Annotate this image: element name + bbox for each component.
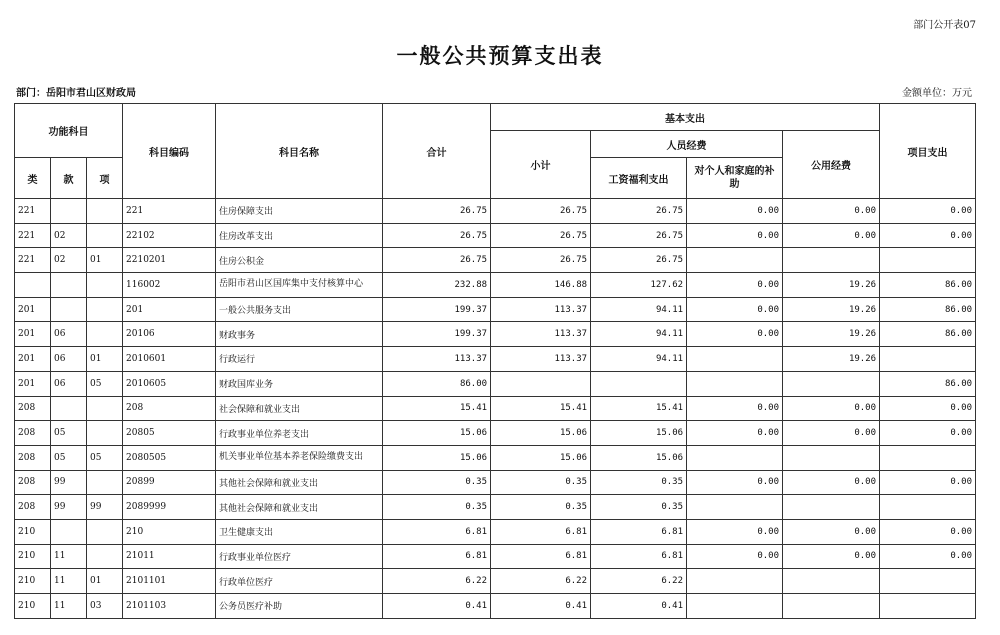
cell-public: 0.00 [783, 544, 880, 569]
cell-wages: 15.41 [591, 396, 687, 421]
cell-kuan [51, 199, 87, 224]
cell-code: 20805 [123, 421, 216, 446]
cell-xiang [87, 421, 123, 446]
cell-name: 财政国库业务 [216, 371, 383, 396]
cell-xiang [87, 544, 123, 569]
cell-xiang [87, 470, 123, 495]
table-row [15, 495, 976, 520]
cell-project [880, 248, 976, 273]
cell-lei: 210 [15, 569, 51, 594]
cell-wages: 127.62 [591, 273, 687, 298]
cell-code: 208 [123, 396, 216, 421]
cell-project [880, 347, 976, 372]
cell-lei: 210 [15, 594, 51, 619]
cell-subtotal: 0.35 [491, 470, 591, 495]
cell-code: 2210201 [123, 248, 216, 273]
cell-code: 20106 [123, 322, 216, 347]
table-row [15, 322, 976, 347]
cell-lei: 208 [15, 495, 51, 520]
cell-total: 15.06 [383, 421, 491, 446]
cell-wages: 6.22 [591, 569, 687, 594]
cell-project: 86.00 [880, 297, 976, 322]
cell-total: 232.88 [383, 273, 491, 298]
cell-code: 2010601 [123, 347, 216, 372]
cell-kuan: 02 [51, 248, 87, 273]
xiang-header: 项 [87, 158, 123, 199]
cell-individual [687, 594, 783, 619]
cell-lei [15, 273, 51, 298]
cell-project: 0.00 [880, 519, 976, 544]
cell-public: 0.00 [783, 519, 880, 544]
cell-name: 社会保障和就业支出 [216, 396, 383, 421]
cell-lei: 201 [15, 297, 51, 322]
cell-subtotal: 15.06 [491, 445, 591, 470]
cell-subtotal [491, 371, 591, 396]
cell-public: 0.00 [783, 199, 880, 224]
cell-individual [687, 495, 783, 520]
cell-code: 2101103 [123, 594, 216, 619]
cell-xiang: 01 [87, 347, 123, 372]
table-row [15, 347, 976, 372]
cell-total: 86.00 [383, 371, 491, 396]
cell-wages: 6.81 [591, 544, 687, 569]
table-row [15, 396, 976, 421]
cell-kuan: 06 [51, 371, 87, 396]
table-row [15, 569, 976, 594]
public-header: 公用经费 [783, 131, 880, 199]
cell-subtotal: 26.75 [491, 199, 591, 224]
table-row [15, 223, 976, 248]
cell-public: 19.26 [783, 297, 880, 322]
cell-subtotal: 113.37 [491, 322, 591, 347]
cell-total: 26.75 [383, 223, 491, 248]
cell-public [783, 495, 880, 520]
cell-name: 一般公共服务支出 [216, 297, 383, 322]
cell-project [880, 495, 976, 520]
cell-total: 199.37 [383, 322, 491, 347]
kuan-header: 款 [51, 158, 87, 199]
cell-total: 26.75 [383, 199, 491, 224]
cell-kuan: 05 [51, 421, 87, 446]
cell-project: 0.00 [880, 199, 976, 224]
table-row [15, 470, 976, 495]
cell-total: 0.35 [383, 495, 491, 520]
cell-wages: 15.06 [591, 445, 687, 470]
cell-name: 公务员医疗补助 [216, 594, 383, 619]
code-header: 科目编码 [123, 104, 216, 199]
cell-kuan: 06 [51, 322, 87, 347]
cell-code: 2089999 [123, 495, 216, 520]
cell-individual: 0.00 [687, 544, 783, 569]
form-number: 部门公开表07 [913, 20, 976, 31]
cell-name: 行政运行 [216, 347, 383, 372]
cell-individual: 0.00 [687, 273, 783, 298]
cell-project [880, 569, 976, 594]
cell-total: 113.37 [383, 347, 491, 372]
cell-subtotal: 6.22 [491, 569, 591, 594]
cell-project [880, 445, 976, 470]
cell-project: 86.00 [880, 371, 976, 396]
cell-public: 19.26 [783, 273, 880, 298]
cell-kuan [51, 273, 87, 298]
unit-label: 金额单位：万元 [902, 88, 972, 99]
cell-name: 岳阳市君山区国库集中支付核算中心 [216, 273, 383, 298]
basic-header: 基本支出 [491, 104, 880, 131]
cell-lei: 221 [15, 223, 51, 248]
cell-project [880, 594, 976, 619]
table-row [15, 248, 976, 273]
func-subject-header: 功能科目 [15, 104, 123, 158]
cell-subtotal: 26.75 [491, 248, 591, 273]
cell-name: 财政事务 [216, 322, 383, 347]
cell-total: 0.35 [383, 470, 491, 495]
table-row [15, 445, 976, 470]
cell-total: 26.75 [383, 248, 491, 273]
cell-code: 2101101 [123, 569, 216, 594]
cell-project: 0.00 [880, 396, 976, 421]
cell-public: 19.26 [783, 322, 880, 347]
cell-lei: 208 [15, 396, 51, 421]
cell-kuan [51, 519, 87, 544]
cell-code: 2010605 [123, 371, 216, 396]
cell-code: 221 [123, 199, 216, 224]
lei-header: 类 [15, 158, 51, 199]
table-row [15, 371, 976, 396]
cell-public: 0.00 [783, 470, 880, 495]
cell-code: 21011 [123, 544, 216, 569]
cell-name: 卫生健康支出 [216, 519, 383, 544]
cell-lei: 208 [15, 421, 51, 446]
cell-name: 行政事业单位养老支出 [216, 421, 383, 446]
cell-kuan: 02 [51, 223, 87, 248]
cell-wages: 26.75 [591, 248, 687, 273]
cell-project: 0.00 [880, 223, 976, 248]
cell-xiang: 03 [87, 594, 123, 619]
cell-wages: 0.35 [591, 495, 687, 520]
cell-individual: 0.00 [687, 470, 783, 495]
cell-name: 行政单位医疗 [216, 569, 383, 594]
cell-public: 0.00 [783, 421, 880, 446]
cell-lei: 210 [15, 544, 51, 569]
table-row [15, 421, 976, 446]
cell-xiang: 05 [87, 445, 123, 470]
cell-wages: 0.41 [591, 594, 687, 619]
cell-project: 0.00 [880, 421, 976, 446]
cell-public [783, 248, 880, 273]
cell-individual: 0.00 [687, 322, 783, 347]
cell-kuan: 11 [51, 594, 87, 619]
cell-name: 其他社会保障和就业支出 [216, 495, 383, 520]
cell-public: 19.26 [783, 347, 880, 372]
cell-xiang [87, 223, 123, 248]
cell-name: 机关事业单位基本养老保险缴费支出 [216, 445, 383, 470]
cell-subtotal: 0.35 [491, 495, 591, 520]
cell-kuan: 05 [51, 445, 87, 470]
cell-xiang [87, 322, 123, 347]
cell-kuan: 06 [51, 347, 87, 372]
cell-total: 15.41 [383, 396, 491, 421]
cell-kuan: 11 [51, 544, 87, 569]
cell-public: 0.00 [783, 223, 880, 248]
cell-individual: 0.00 [687, 396, 783, 421]
cell-project: 0.00 [880, 470, 976, 495]
cell-xiang: 01 [87, 569, 123, 594]
cell-total: 0.41 [383, 594, 491, 619]
cell-subtotal: 6.81 [491, 519, 591, 544]
cell-wages: 15.06 [591, 421, 687, 446]
table-row [15, 519, 976, 544]
cell-lei: 210 [15, 519, 51, 544]
total-header: 合计 [383, 104, 491, 199]
cell-project: 0.00 [880, 544, 976, 569]
table-row [15, 297, 976, 322]
cell-lei: 208 [15, 470, 51, 495]
cell-individual [687, 371, 783, 396]
cell-individual: 0.00 [687, 223, 783, 248]
cell-lei: 201 [15, 371, 51, 396]
cell-wages: 94.11 [591, 347, 687, 372]
cell-subtotal: 6.81 [491, 544, 591, 569]
cell-project: 86.00 [880, 322, 976, 347]
cell-xiang [87, 519, 123, 544]
cell-subtotal: 113.37 [491, 347, 591, 372]
cell-public [783, 445, 880, 470]
wages-header: 工资福利支出 [591, 158, 687, 199]
cell-lei: 208 [15, 445, 51, 470]
cell-lei: 201 [15, 322, 51, 347]
individual-header: 对个人和家庭的补助 [687, 158, 783, 199]
cell-code: 22102 [123, 223, 216, 248]
cell-subtotal: 146.88 [491, 273, 591, 298]
cell-name: 住房保障支出 [216, 199, 383, 224]
cell-xiang: 99 [87, 495, 123, 520]
cell-individual: 0.00 [687, 519, 783, 544]
cell-total: 199.37 [383, 297, 491, 322]
cell-wages: 26.75 [591, 199, 687, 224]
cell-kuan: 99 [51, 495, 87, 520]
cell-wages: 94.11 [591, 322, 687, 347]
cell-lei: 221 [15, 199, 51, 224]
cell-code: 116002 [123, 273, 216, 298]
cell-name: 住房改革支出 [216, 223, 383, 248]
personnel-header: 人员经费 [591, 131, 783, 158]
budget-table [14, 103, 976, 619]
cell-public: 0.00 [783, 396, 880, 421]
table-row [15, 594, 976, 619]
cell-wages: 94.11 [591, 297, 687, 322]
page-title: 一般公共预算支出表 [396, 43, 604, 68]
table-body [15, 199, 976, 619]
cell-project: 86.00 [880, 273, 976, 298]
cell-name: 行政事业单位医疗 [216, 544, 383, 569]
cell-individual: 0.00 [687, 421, 783, 446]
cell-total: 6.81 [383, 544, 491, 569]
cell-kuan: 11 [51, 569, 87, 594]
cell-public [783, 371, 880, 396]
cell-xiang [87, 396, 123, 421]
department-label: 部门：岳阳市君山区财政局 [16, 88, 136, 99]
cell-lei: 201 [15, 347, 51, 372]
cell-code: 210 [123, 519, 216, 544]
cell-subtotal: 26.75 [491, 223, 591, 248]
cell-xiang: 05 [87, 371, 123, 396]
cell-kuan: 99 [51, 470, 87, 495]
cell-wages: 6.81 [591, 519, 687, 544]
cell-xiang [87, 199, 123, 224]
cell-xiang: 01 [87, 248, 123, 273]
cell-individual [687, 445, 783, 470]
cell-kuan [51, 396, 87, 421]
cell-individual [687, 569, 783, 594]
cell-name: 住房公积金 [216, 248, 383, 273]
cell-subtotal: 113.37 [491, 297, 591, 322]
table-row [15, 199, 976, 224]
cell-code: 201 [123, 297, 216, 322]
cell-name: 其他社会保障和就业支出 [216, 470, 383, 495]
cell-subtotal: 15.41 [491, 396, 591, 421]
cell-individual [687, 347, 783, 372]
project-header: 项目支出 [880, 104, 976, 199]
cell-code: 20899 [123, 470, 216, 495]
cell-individual: 0.00 [687, 297, 783, 322]
subtotal-header: 小计 [491, 131, 591, 199]
cell-wages: 26.75 [591, 223, 687, 248]
cell-public [783, 594, 880, 619]
cell-subtotal: 15.06 [491, 421, 591, 446]
cell-lei: 221 [15, 248, 51, 273]
cell-individual [687, 248, 783, 273]
table-row [15, 273, 976, 298]
cell-wages: 0.35 [591, 470, 687, 495]
cell-xiang [87, 273, 123, 298]
cell-code: 2080505 [123, 445, 216, 470]
name-header: 科目名称 [216, 104, 383, 199]
cell-public [783, 569, 880, 594]
cell-wages [591, 371, 687, 396]
cell-total: 15.06 [383, 445, 491, 470]
cell-subtotal: 0.41 [491, 594, 591, 619]
table-row [15, 544, 976, 569]
cell-xiang [87, 297, 123, 322]
cell-individual: 0.00 [687, 199, 783, 224]
cell-kuan [51, 297, 87, 322]
cell-total: 6.22 [383, 569, 491, 594]
cell-total: 6.81 [383, 519, 491, 544]
